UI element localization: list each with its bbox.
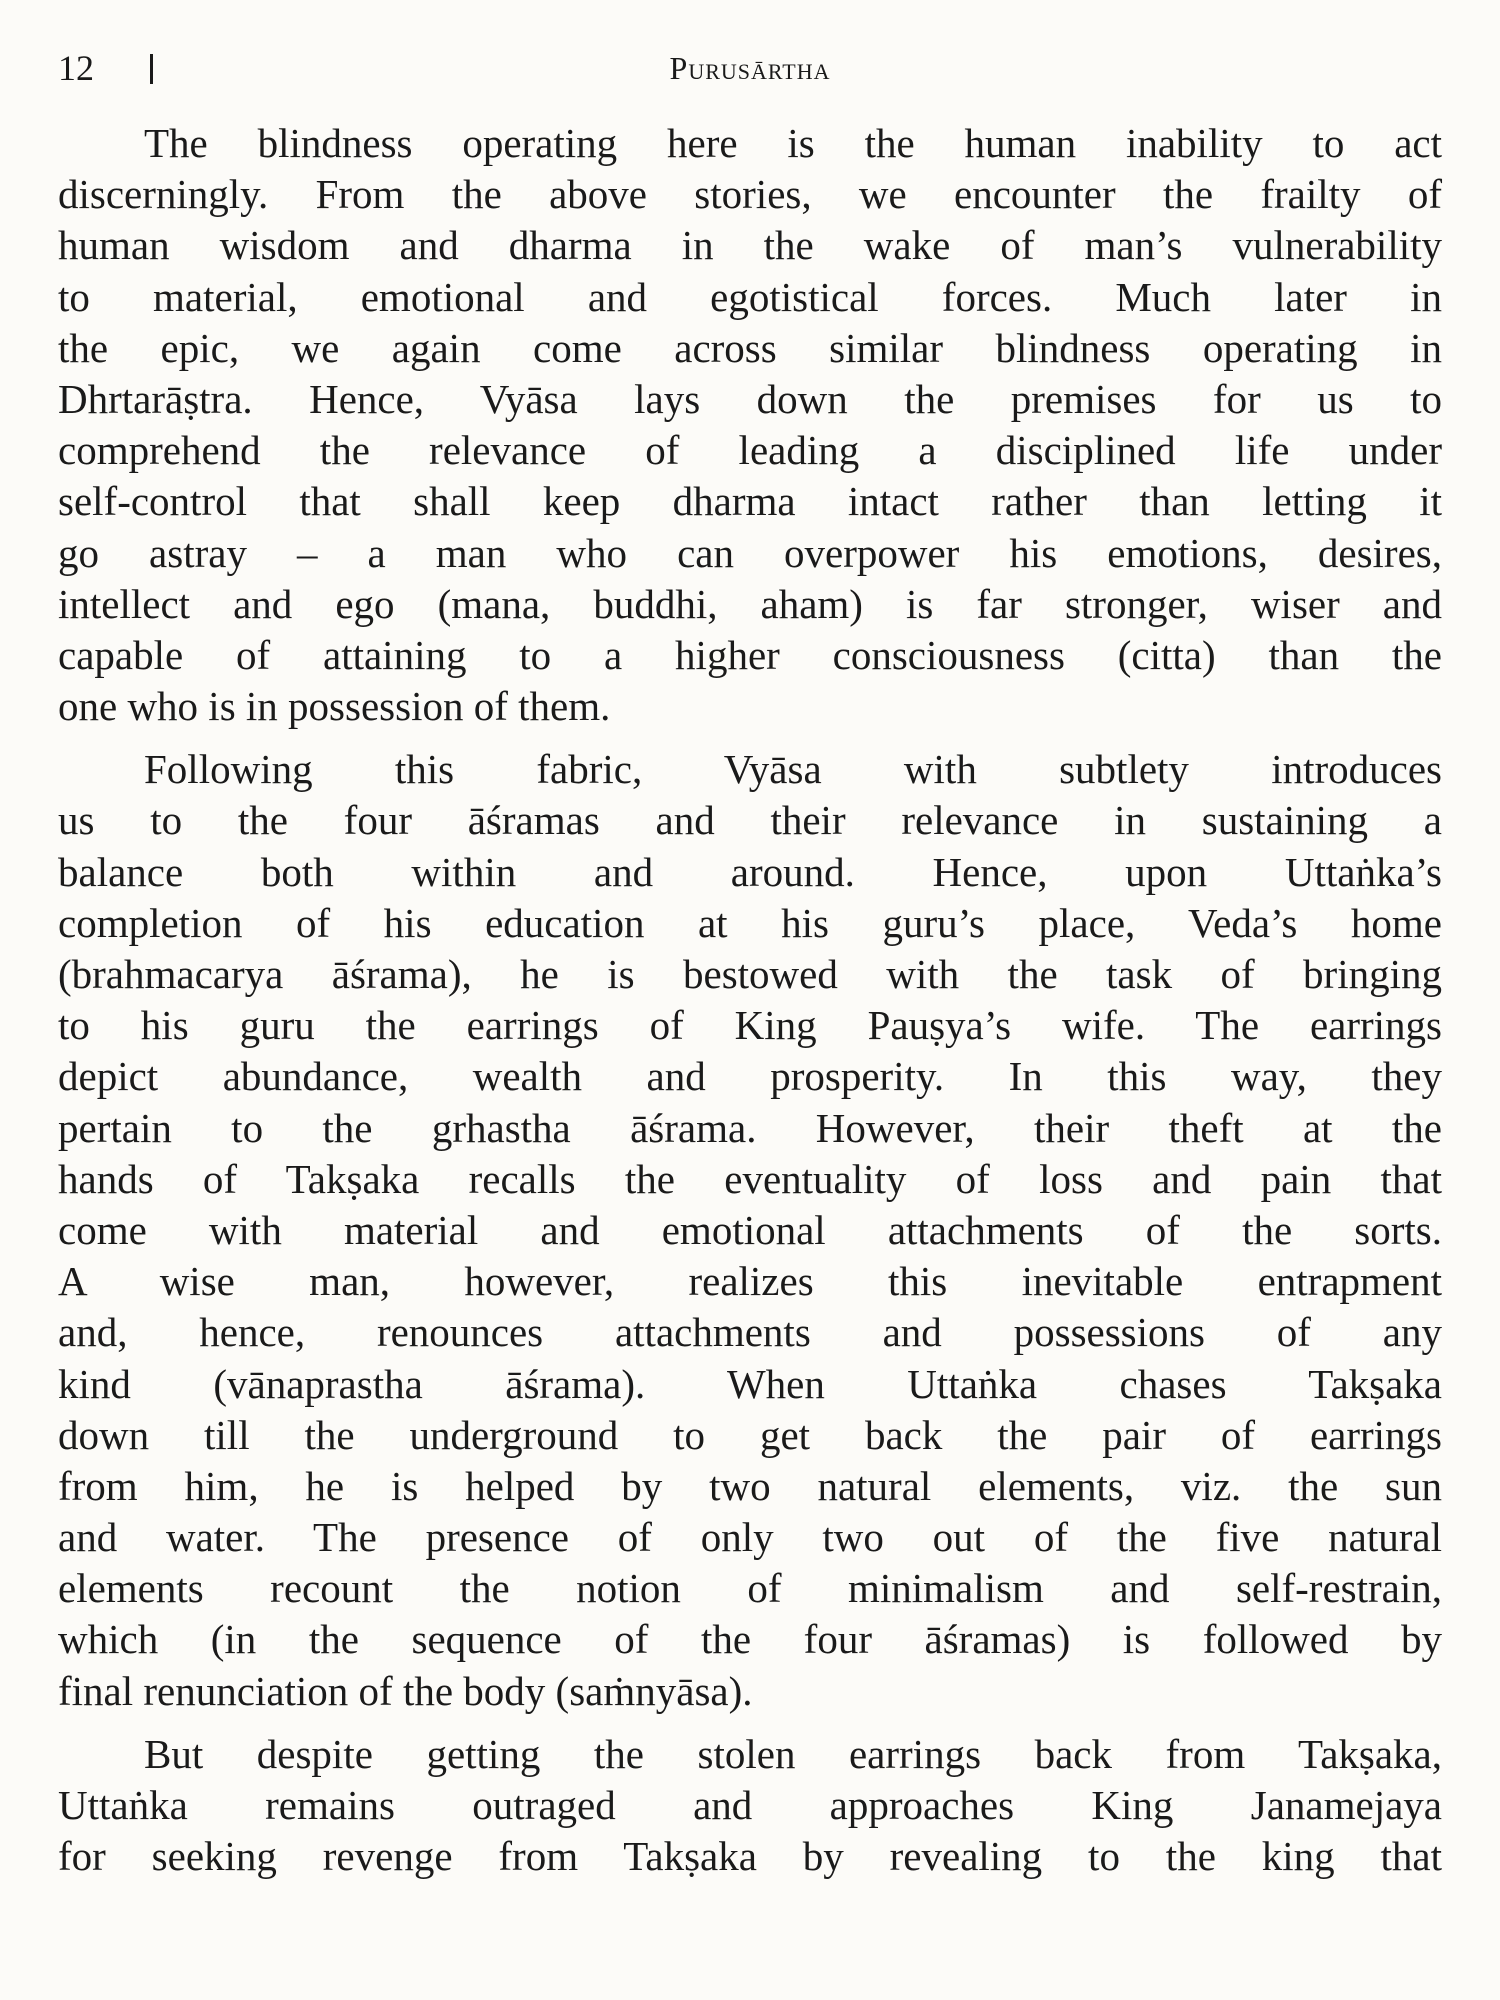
- text-line: capable of attaining to a higher consciousness (citta) than the: [58, 631, 1442, 678]
- text-line: hands of Takṣaka recalls the eventuality of loss and pain that: [58, 1155, 1442, 1202]
- paragraph-3: [58, 1729, 1442, 1883]
- text-line: Dhrtarāṣtra. Hence, Vyāsa lays down the premises for us to: [58, 375, 1442, 422]
- text-line: balance both within and around. Hence, upon Uttaṅka’s: [58, 848, 1442, 895]
- text-line: intellect and ego (mana, buddhi, aham) is far stronger, wiser and: [58, 580, 1442, 627]
- text-line: elements recount the notion of minimalism and self-restrain,: [58, 1565, 1442, 1612]
- text-line: But despite getting the stolen earrings back from Takṣaka,: [144, 1730, 1442, 1777]
- page-number: 12: [58, 48, 94, 88]
- body-text: [58, 118, 1442, 1882]
- text-line: to his guru the earrings of King Pauṣya’s wife. The earrings: [58, 1002, 1442, 1049]
- text-line: Uttaṅka remains outraged and approaches King Janamejaya: [58, 1782, 1442, 1828]
- text-line: The blindness operating here is the human inability to act: [144, 120, 1442, 166]
- text-line: from him, he is helped by two natural elements, viz. the sun: [58, 1462, 1442, 1509]
- text-line: the epic, we again come across similar blindness operating in: [58, 324, 1442, 371]
- text-line: for seeking revenge from Takṣaka by revealing to the king that: [58, 1833, 1442, 1880]
- text-line: down till the underground to get back the pair of earrings: [58, 1411, 1442, 1458]
- text-line: completion of his education at his guru’s place, Veda’s home: [58, 899, 1442, 946]
- text-line: Following this fabric, Vyāsa with subtlety introduces: [144, 746, 1442, 793]
- text-line: kind (vānaprastha āśrama). When Uttaṅka chases Takṣaka: [58, 1360, 1442, 1407]
- paragraph-2: [58, 744, 1442, 1717]
- text-line: which (in the sequence of the four āśramas) is followed by: [58, 1616, 1442, 1663]
- text-line: pertain to the grhastha āśrama. However, their theft at the: [58, 1104, 1442, 1151]
- text-line: (brahmacarya āśrama), he is bestowed with the task of bringing: [58, 951, 1442, 997]
- paragraph-1: [58, 118, 1442, 732]
- text-line: discerningly. From the above stories, we encounter the frailty of: [58, 171, 1442, 218]
- text-line: comprehend the relevance of leading a disciplined life under: [58, 427, 1442, 474]
- text-line: depict abundance, wealth and prosperity. In this way, they: [58, 1053, 1442, 1100]
- text-line: go astray – a man who can overpower his emotions, desires,: [58, 529, 1442, 576]
- text-line: come with material and emotional attachments of the sorts.: [58, 1206, 1442, 1253]
- text-line: to material, emotional and egotistical forces. Much later in: [58, 273, 1442, 320]
- text-line: and water. The presence of only two out of the five natural: [58, 1514, 1442, 1561]
- text-line: A wise man, however, realizes this inevitable entrapment: [58, 1258, 1442, 1305]
- text-line: us to the four āśramas and their relevance in sustaining a: [58, 797, 1442, 844]
- page-header: [58, 40, 1442, 96]
- running-head: Purusārtha: [669, 50, 831, 86]
- text-line: and, hence, renounces attachments and possessions of any: [58, 1309, 1442, 1356]
- text-line: self-control that shall keep dharma intact rather than letting it: [58, 478, 1442, 525]
- text-line: human wisdom and dharma in the wake of man’s vulnerability: [58, 222, 1442, 269]
- text-line: final renunciation of the body (saṁnyāsa).: [58, 1667, 753, 1714]
- text-line: one who is in possession of them.: [58, 683, 611, 730]
